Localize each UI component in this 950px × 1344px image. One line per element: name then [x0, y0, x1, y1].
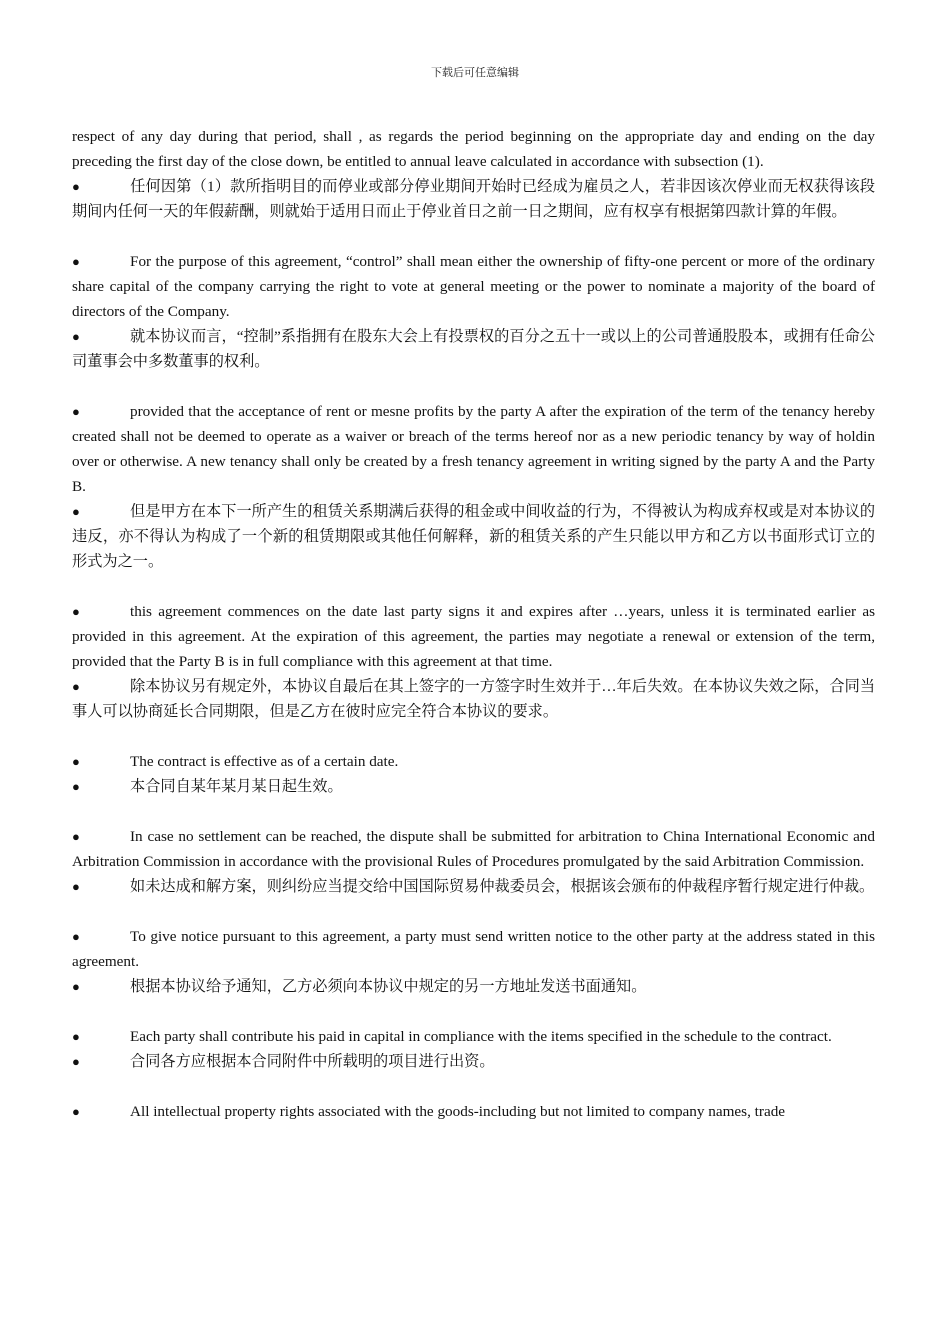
document-body — [72, 124, 875, 1124]
bullet-icon: ● — [72, 179, 80, 194]
clause-en — [72, 1024, 875, 1049]
bullet-icon: ● — [72, 504, 80, 519]
clause-text-en: this agreement commences on the date last party signs it and expires after …years, unless it is terminated earlier as provided in this agreement. At the expiration of this agreement, the parties may negotiate a renewal or extension of the term, provided that the Party B is in full compliance with this agreement at that time. — [72, 603, 875, 670]
clause-en — [72, 749, 875, 774]
clause-zh — [72, 974, 875, 999]
clause-zh — [72, 324, 875, 374]
clause-text-zh: 合同各方应根据本合同附件中所载明的项目进行出资。 — [130, 1053, 495, 1070]
clause-en — [72, 399, 875, 499]
spacer — [72, 724, 875, 749]
clause-zh — [72, 499, 875, 574]
bullet-icon: ● — [72, 979, 80, 994]
intro-paragraph-zh: 任何因第（1）款所指明目的而停业或部分停业期间开始时已经成为雇员之人，若非因该次停业而无权获得该段期间内任何一天的年假薪酬，则就始于适用日而止于停业首日之前一日之期间，应有权享有根据第四款计算的年假。 — [72, 178, 875, 220]
bullet-icon: ● — [72, 604, 80, 619]
intro-bullet-zh — [72, 174, 875, 224]
bullet-icon: ● — [72, 829, 80, 844]
clause-text-en: The contract is effective as of a certain date. — [130, 753, 399, 770]
clause-text-zh: 除本协议另有规定外，本协议自最后在其上签字的一方签字时生效并于…年后失效。在本协议失效之际，合同当事人可以协商延长合同期限，但是乙方在彼时应完全符合本协议的要求。 — [72, 678, 875, 720]
clause-text-zh: 但是甲方在本下一所产生的租赁关系期满后获得的租金或中间收益的行为，不得被认为构成弃权或是对本协议的违反，亦不得认为构成了一个新的租赁期限或其他任何解释，新的租赁关系的产生只能以甲方和乙方以书面形式订立的形式为之一。 — [72, 503, 875, 570]
intro-paragraph-en: respect of any day during that period, shall , as regards the period beginning on the appropriate day and ending on the day preceding the first day of the close down, be entitled to annual leave calculated in accordance with subsection (1). — [72, 128, 875, 170]
clause-en — [72, 249, 875, 324]
clause-en — [72, 924, 875, 974]
spacer — [72, 1074, 875, 1099]
spacer — [72, 799, 875, 824]
clause-zh — [72, 674, 875, 724]
spacer — [72, 999, 875, 1024]
bullet-icon: ● — [72, 329, 80, 344]
bullet-icon: ● — [72, 754, 80, 769]
clause-text-zh: 本合同自某年某月某日起生效。 — [130, 778, 343, 795]
spacer — [72, 374, 875, 399]
bullet-icon: ● — [72, 1054, 80, 1069]
clause-text-zh: 如未达成和解方案，则纠纷应当提交给中国国际贸易仲裁委员会，根据该会颁布的仲裁程序暂行规定进行仲裁。 — [130, 878, 875, 895]
clause-text-en: To give notice pursuant to this agreement, a party must send written notice to the other party at the address stated in this agreement. — [72, 928, 875, 970]
bullet-icon: ● — [72, 1104, 80, 1119]
clause-en — [72, 1099, 875, 1124]
clause-text-en: For the purpose of this agreement, “control” shall mean either the ownership of fifty-one percent or more of the ordinary share capital of the company carrying the right to vote at general meeting or the power to nominate a majority of the board of directors of the Company. — [72, 253, 875, 320]
clause-zh — [72, 1049, 875, 1074]
clause-text-en: provided that the acceptance of rent or mesne profits by the party A after the expiration of the term of the tenancy hereby created shall not be deemed to operate as a waiver or breach of the terms hereof nor as a new periodic tenancy by way of holdin over or otherwise. A new tenancy shall only be created by a fresh tenancy agreement in writing signed by the party A and the Party B. — [72, 403, 875, 495]
bullet-icon: ● — [72, 779, 80, 794]
clause-text-en: In case no settlement can be reached, the dispute shall be submitted for arbitration to China International Economic and Arbitration Commission in accordance with the provisional Rules of Procedures promulgated by the said Arbitration Commission. — [72, 828, 875, 870]
clause-text-en: All intellectual property rights associated with the goods-including but not limited to company names, trade — [130, 1103, 786, 1120]
spacer — [72, 224, 875, 249]
bullet-icon: ● — [72, 879, 80, 894]
clause-zh — [72, 774, 875, 799]
bullet-icon: ● — [72, 254, 80, 269]
bullet-icon: ● — [72, 1029, 80, 1044]
spacer — [72, 899, 875, 924]
clause-text-zh: 就本协议而言，“控制”系指拥有在股东大会上有投票权的百分之五十一或以上的公司普通股股本，或拥有任命公司董事会中多数董事的权利。 — [72, 328, 875, 370]
bullet-icon: ● — [72, 929, 80, 944]
spacer — [72, 574, 875, 599]
clause-en — [72, 599, 875, 674]
page-header: 下载后可任意编辑 — [431, 67, 519, 79]
clause-text-zh: 根据本协议给予通知，乙方必须向本协议中规定的另一方地址发送书面通知。 — [130, 978, 647, 995]
clause-zh — [72, 874, 875, 899]
clause-en — [72, 824, 875, 874]
clause-text-en: Each party shall contribute his paid in capital in compliance with the items specified in the schedule to the contract. — [130, 1028, 832, 1045]
bullet-icon: ● — [72, 679, 80, 694]
bullet-icon: ● — [72, 404, 80, 419]
